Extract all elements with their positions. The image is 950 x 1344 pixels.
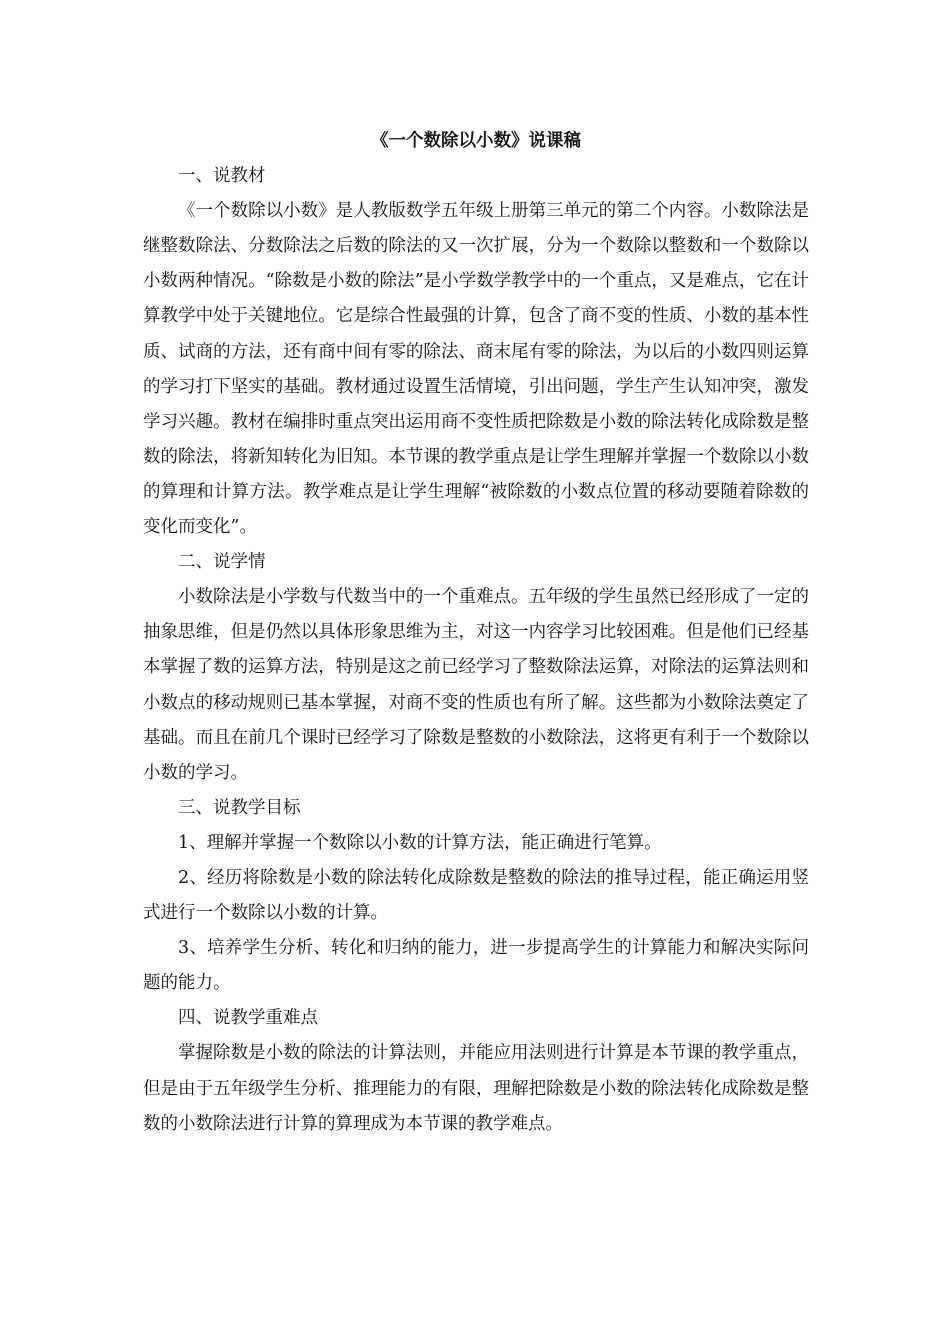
section-heading-key-points: 四、说教学重难点 [178,1008,318,1029]
objective-item-3: 3、培养学生分析、转化和归纳的能力，进一步提高学生的计算能力和解决实际问题的能力。 [143,938,809,994]
section-paragraph: 《一个数除以小数》是人教版数学五年级上册第三单元的第二个内容。小数除法是继整数除法、分数除法之后数的除法的又一次扩展，分为一个数除以整数和一个数除以小数两种情况。“除数是小数的除法”是小学数学教学中的一个重点，又是难点，它在计算教学中处于关键地位。它是综合性最强的计算，包含了商不变的性质、小数的基本性质、试商的方法，还有商中间有零的除法、商末尾有零的除法，为以后的小数四则运算的学习打下坚实的基础。教材通过设置生活情境，引出问题，学生产生认知冲突，激发学习兴趣。教材在编排时重点突出运用商不变性质把除数是小数的除法转化成除数是整数的除法，将新知转化为旧知。本节课的教学重点是让学生理解并掌握一个数除以小数的算理和计算方法。教学难点是让学生理解“被除数的小数点位置的移动要随着除数的变化而变化”。 [143,201,809,538]
section-paragraph: 掌握除数是小数的除法的计算法则，并能应用法则进行计算是本节课的教学重点，但是由于五年级学生分析、推理能力的有限，理解把除数是小数的除法转化成除数是整数的小数除法进行计算的算理成为本节课的教学难点。 [143,1043,809,1134]
section-heading-textbook: 一、说教材 [178,166,266,187]
section-heading-objectives: 三、说教学目标 [178,797,301,818]
document-body [143,124,809,1142]
objective-item-2: 2、经历将除数是小数的除法转化成除数是整数的除法的推导过程，能正确运用竖式进行一个数除以小数的计算。 [143,867,809,924]
section-paragraph: 小数除法是小学数与代数当中的一个重难点。五年级的学生虽然已经形成了一定的抽象思维，但是仍然以具体形象思维为主，对这一内容学习比较困难。但是他们已经基本掌握了数的运算方法，特别是这之前已经学习了整数除法运算，对除法的运算法则和小数点的移动规则已基本掌握，对商不变的性质也有所了解。这些都为小数除法奠定了基础。而且在前几个课时已经学习了除数是整数的小数除法，这将更有利于一个数除以小数的学习。 [143,587,809,783]
document-title: 《一个数除以小数》说课稿 [371,131,581,151]
objective-item-1: 1、理解并掌握一个数除以小数的计算方法，能正确进行笔算。 [178,832,662,853]
section-heading-students: 二、说学情 [178,552,266,573]
